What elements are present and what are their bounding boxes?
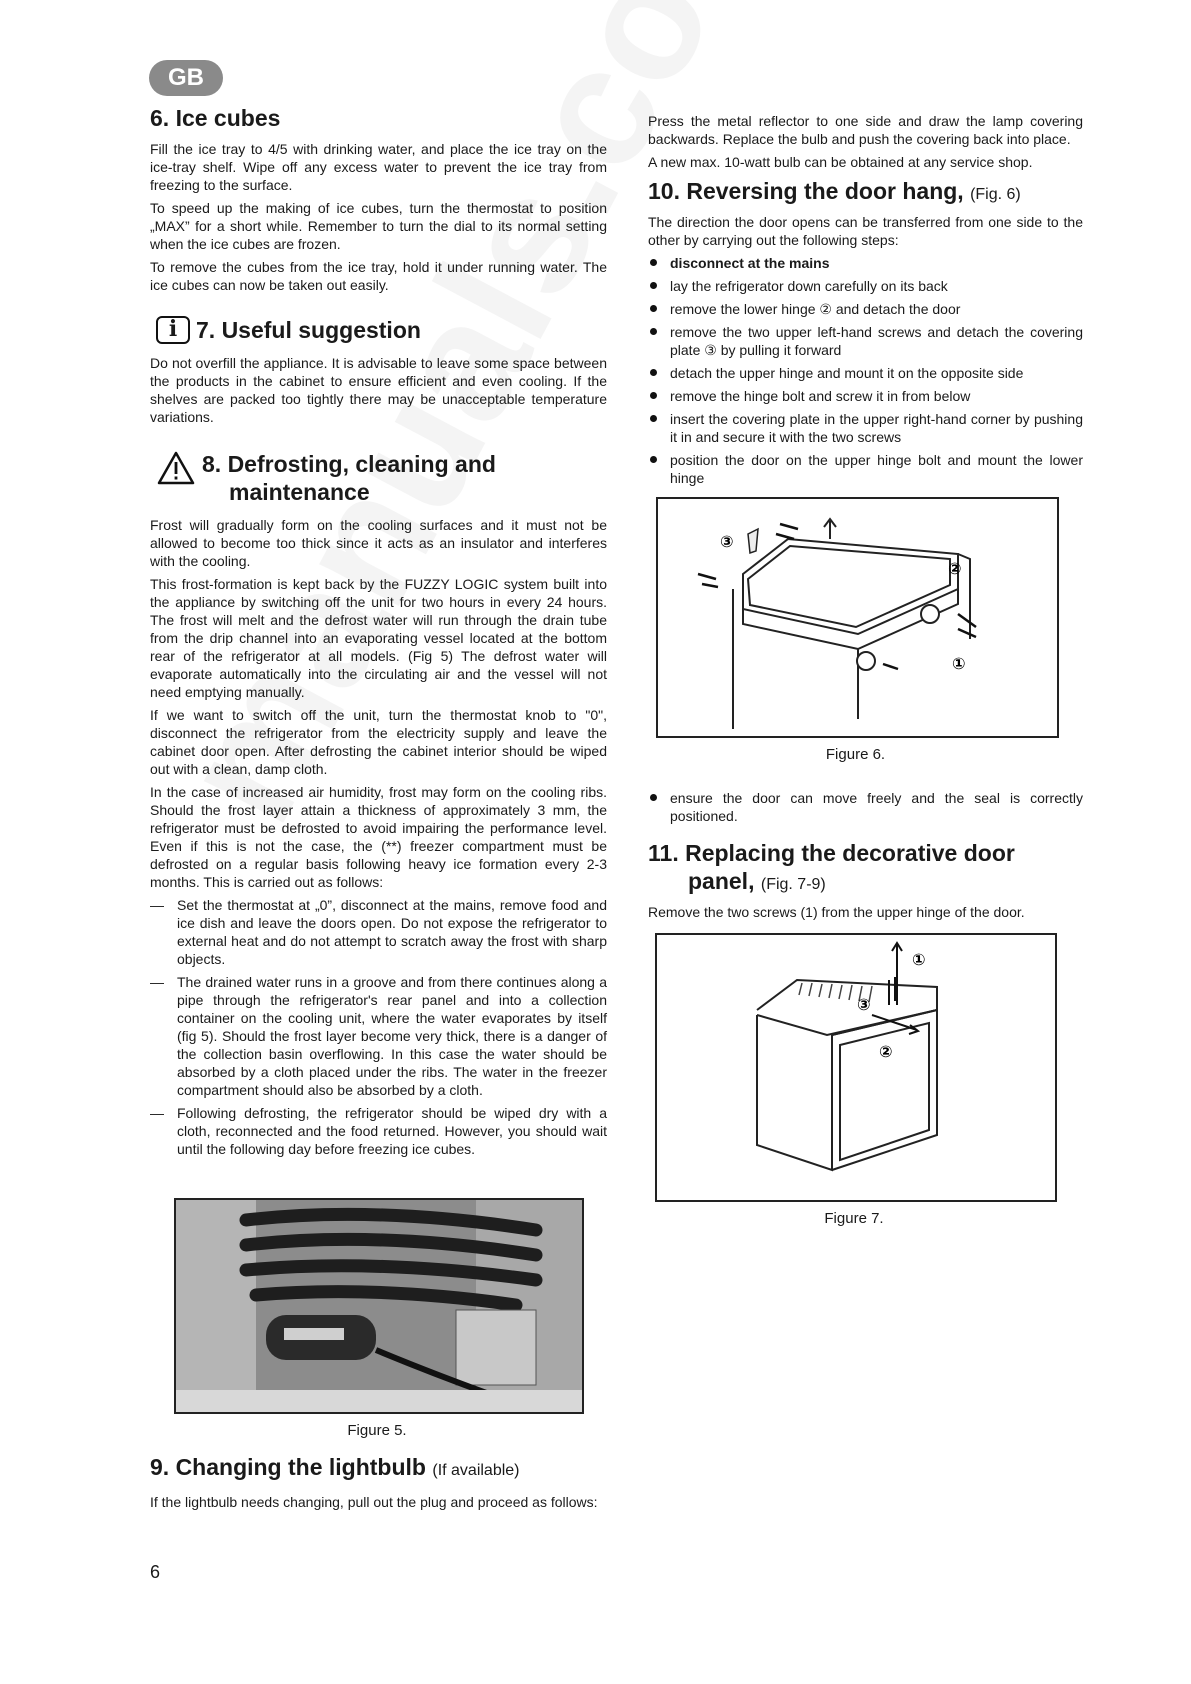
figure-5-photo (174, 1198, 584, 1414)
door-panel-diagram (657, 935, 1055, 1200)
section-11-title-text: panel, (688, 868, 755, 894)
figure-7-caption: Figure 7. (824, 1210, 884, 1227)
figure-6-diagram (656, 497, 1059, 738)
section-6-paragraph: To remove the cubes from the ice tray, hold it under running water. The ice cubes can now be taken out easily. (150, 259, 607, 293)
list-item: detach the upper hinge and mount it on the opposite side (648, 364, 1083, 382)
section-10-title-note: (Fig. 6) (970, 186, 1021, 203)
list-item: remove the hinge bolt and screw it in from below (648, 387, 1083, 405)
page-number: 6 (150, 1562, 161, 1582)
section-10-paragraph: The direction the door opens can be transferred from one side to the other by carrying out the following steps: (648, 214, 1083, 248)
door-reversal-final-step (648, 789, 1083, 825)
list-item: position the door on the upper hinge bolt and mount the lower hinge (648, 451, 1083, 487)
list-item: lay the refrigerator down carefully on its back (648, 277, 1083, 295)
section-10-title (648, 177, 1083, 209)
section-6-title: 6. Ice cubes (150, 105, 281, 131)
section-8-paragraph: This frost-formation is kept back by the FUZZY LOGIC system built into the appliance by switching off the unit for two hours in every 24 hours. The frost will melt and the defrost water will run through the drain tube from the drip channel into an evaporating vessel located at the bottom rear of the refrigerator at all models. (Fig 5) The defrost water will evaporate automatically into the circulating air and the vessel will not need emptying manually. (150, 576, 607, 700)
list-item: ensure the door can move freely and the seal is correctly positioned. (648, 789, 1083, 825)
section-7-heading (150, 316, 607, 344)
section-8-title-line2: maintenance (229, 479, 370, 505)
list-item: remove the lower hinge ② and detach the door (648, 300, 1083, 318)
section-9-paragraph: If the lightbulb needs changing, pull out the plug and proceed as follows: (150, 1494, 598, 1510)
section-9-title-text: 9. Changing the lightbulb (150, 1454, 426, 1480)
section-11-title: 11. Replacing the decorative door (648, 840, 1015, 866)
list-item: disconnect at the mains (648, 254, 1083, 272)
list-item: — The drained water runs in a groove and from there continues along a pipe through the refrigerator's rear panel and into a collection container on the cooling unit, where the water evaporates by itself (fig 5). Should the frost layer become very thick, there is a danger of the collection basin overflowing. In this case the water should be absorbed by a cloth placed under the ribs. The water in the freezer compartment should also be absorbed by a cloth. (150, 973, 607, 1099)
list-item: — Set the thermostat at „0”, disconnect at the mains, remove food and ice dish and leave the doors open. Do not expose the refrigerator to external heat and do not attempt to scratch away the frost with sharp objects. (150, 896, 607, 968)
section-8-title: 8. Defrosting, cleaning and (202, 451, 496, 477)
list-item: insert the covering plate in the upper right-hand corner by pushing it in and secure it with the two screws (648, 410, 1083, 446)
list-item: remove the two upper left-hand screws and detach the covering plate ③ by pulling it forward (648, 323, 1083, 359)
left-column (150, 104, 607, 1516)
figure-7-label-3: ③ (857, 995, 871, 1014)
section-11-title-line2 (648, 867, 1083, 899)
section-9-title (150, 1453, 607, 1485)
figure-7-label-2: ② (879, 1042, 893, 1061)
list-item: — Following defrosting, the refrigerator should be wiped dry with a cloth, reconnected and the food returned. However, you should wait until the following day before freezing ice cubes. (150, 1104, 607, 1158)
section-7-paragraph: Do not overfill the appliance. It is advisable to leave some space between the products in the cabinet to ensure efficient and even cooling. If the shelves are packed too tightly there may be unacceptable temperature variations. (150, 355, 607, 425)
section-8-paragraph: Frost will gradually form on the cooling surfaces and it must not be allowed to become too thick since it acts as an insulator and interferes with the cooling. (150, 517, 607, 569)
warning-icon (156, 450, 196, 486)
cooling-unit-photo (176, 1200, 582, 1412)
section-9-paragraph: Press the metal reflector to one side and draw the lamp covering backwards. Replace the bulb and push the covering back into place. (648, 113, 1083, 147)
section-6-paragraph: Fill the ice tray to 4/5 with drinking water, and place the ice tray on the ice-tray shelf. Wipe off any excess water to prevent the ice tray from freezing to the surface. (150, 141, 607, 193)
language-badge: GB (149, 60, 223, 96)
door-hinge-diagram (658, 499, 1057, 736)
section-9-paragraph: A new max. 10-watt bulb can be obtained at any service shop. (648, 154, 1033, 170)
defrost-steps (150, 896, 607, 1158)
figure-7-diagram (655, 933, 1057, 1202)
section-6-paragraph: To speed up the making of ice cubes, turn the thermostat to position „MAX” for a short while. Remember to turn the dial to its normal setting when the ice cubes are frozen. (150, 200, 607, 252)
right-column (648, 112, 1083, 1227)
section-8-paragraph: In the case of increased air humidity, frost may form on the cooling ribs. Should the frost layer attain a thickness of approximately 3 mm, the refrigerator must be defrosted to avoid impairing the performance level. Even if this is not the case, the (**) freezer compartment must be defrosted on a regular basis following heavy ice formation every 2-3 months. This is carried out as follows: (150, 784, 607, 890)
figure-6-label-1: ① (952, 654, 966, 673)
figure-7-label-1: ① (912, 950, 926, 969)
door-reversal-steps (648, 254, 1083, 487)
figure-6-caption: Figure 6. (825, 746, 886, 763)
section-8-heading (150, 450, 607, 506)
section-8-paragraph: If we want to switch off the unit, turn the thermostat knob to "0", disconnect the refrigerator from the electricity supply and leave the cabinet door open. After defrosting the cabinet interior should be wiped out with a clean, damp cloth. (150, 707, 607, 777)
section-11-title-note: (Fig. 7-9) (760, 876, 826, 893)
section-11-paragraph: Remove the two screws (1) from the upper hinge of the door. (648, 904, 1025, 920)
info-icon: i (156, 316, 190, 344)
section-7-title: 7. Useful suggestion (196, 317, 421, 343)
figure-6-label-2: ② (948, 559, 962, 578)
section-9-title-note: (If available) (432, 1462, 520, 1479)
figure-5-caption: Figure 5. (347, 1422, 407, 1439)
figure-6-label-3: ③ (720, 532, 734, 551)
section-10-title-text: 10. Reversing the door hang, (648, 178, 964, 204)
